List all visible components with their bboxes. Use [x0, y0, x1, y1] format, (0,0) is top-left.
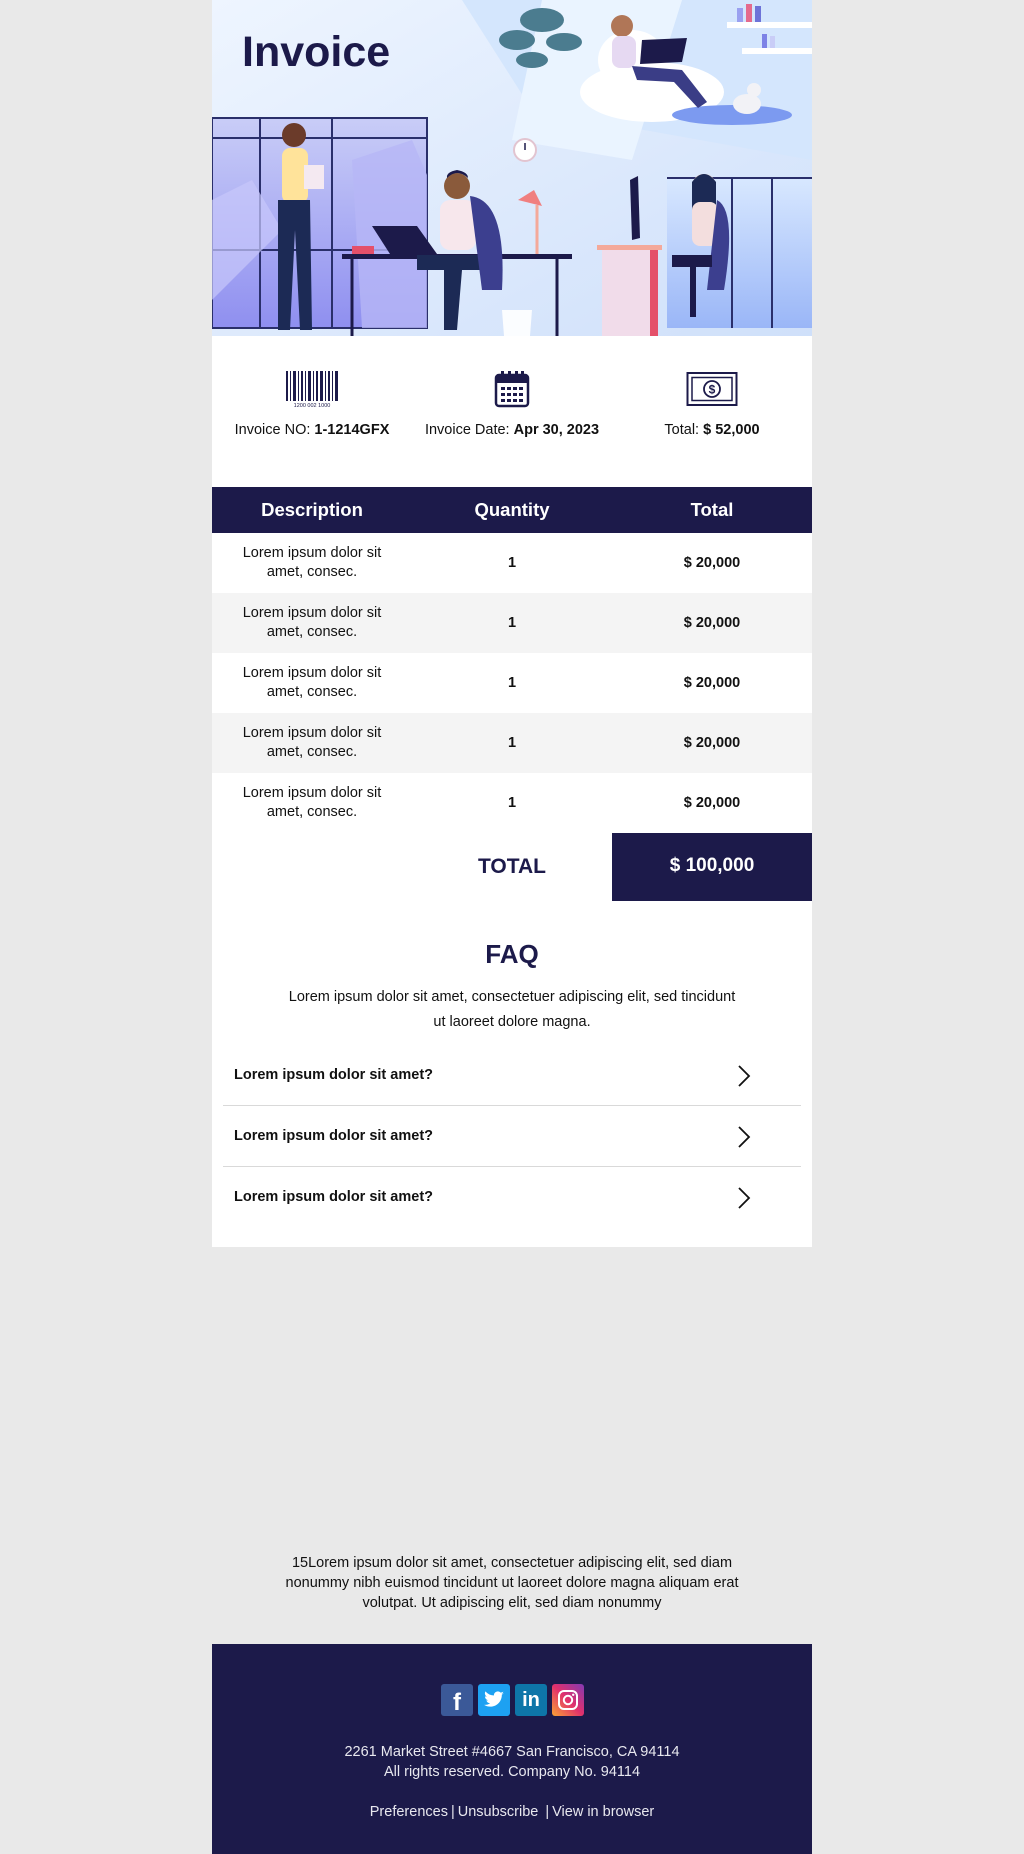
- invoice-number-block: [212, 370, 412, 438]
- row-quantity: 1: [507, 675, 517, 691]
- grand-total-label: TOTAL: [477, 855, 547, 878]
- faq-list: [223, 1045, 801, 1227]
- hero-banner: [212, 0, 812, 336]
- grand-total-value: $ 100,000: [612, 833, 812, 901]
- facebook-glyph: f: [453, 1689, 461, 1716]
- page-title: Invoice: [242, 28, 391, 76]
- faq-intro: Lorem ipsum dolor sit amet, consectetuer adipiscing elit, sed tincidunt ut laoreet dolore magna.: [288, 989, 736, 1030]
- row-quantity: 1: [507, 555, 517, 571]
- row-quantity: 1: [507, 795, 517, 811]
- address-line: 2261 Market Street #4667 San Francisco, CA 94114: [344, 1744, 680, 1760]
- column-header-total: Total: [690, 499, 734, 520]
- invoice-date-block: [412, 370, 612, 438]
- invoice-total: [612, 422, 812, 438]
- row-total: $ 20,000: [683, 735, 741, 751]
- row-total: $ 20,000: [683, 615, 741, 631]
- faq-item[interactable]: [223, 1167, 801, 1227]
- table-row: [212, 533, 812, 593]
- row-total: $ 20,000: [683, 675, 741, 691]
- row-total: $ 20,000: [683, 555, 741, 571]
- chevron-right-icon: [737, 1186, 751, 1210]
- unsubscribe-link[interactable]: Unsubscribe: [457, 1804, 539, 1820]
- faq-title: FAQ: [485, 939, 539, 969]
- invoice-summary: [212, 370, 812, 455]
- row-description: Lorem ipsum dolor sit amet, consec.: [242, 545, 382, 580]
- chevron-right-icon: [737, 1125, 751, 1149]
- table-row: [212, 593, 812, 653]
- row-description: Lorem ipsum dolor sit amet, consec.: [242, 725, 382, 760]
- barcode-icon: [285, 370, 339, 408]
- footer-links: [212, 1804, 812, 1820]
- column-header-quantity: Quantity: [474, 499, 550, 520]
- invoice-card: [212, 0, 812, 1247]
- faq-question: Lorem ipsum dolor sit amet?: [234, 1189, 433, 1205]
- faq-question: Lorem ipsum dolor sit amet?: [234, 1128, 433, 1144]
- link-separator: |: [545, 1804, 550, 1820]
- linkedin-glyph: in: [522, 1688, 540, 1711]
- faq-question: Lorem ipsum dolor sit amet?: [234, 1067, 433, 1083]
- twitter-icon[interactable]: [478, 1684, 510, 1716]
- table-body: [212, 533, 812, 833]
- link-separator: |: [450, 1804, 455, 1820]
- invoice-number-label: Invoice NO:: [234, 422, 311, 438]
- invoice-total-value: $ 52,000: [703, 422, 760, 438]
- table-row: [212, 773, 812, 833]
- invoice-total-label: Total:: [664, 422, 700, 438]
- row-quantity: 1: [507, 615, 517, 631]
- preferences-link[interactable]: Preferences: [369, 1804, 448, 1820]
- row-total: $ 20,000: [683, 795, 741, 811]
- footer-note: 15Lorem ipsum dolor sit amet, consectetuer adipiscing elit, sed diam nonummy nibh euismod tincidunt ut laoreet dolore magna aliquam erat volutpat. Ut adipiscing elit, sed diam nonummy: [285, 1555, 739, 1611]
- row-description: Lorem ipsum dolor sit amet, consec.: [242, 785, 382, 820]
- twitter-bird-icon: [483, 1691, 505, 1709]
- invoice-total-block: [612, 370, 812, 438]
- table-header: [212, 487, 812, 533]
- invoice-number: [212, 422, 412, 438]
- instagram-camera-icon: [557, 1689, 579, 1711]
- column-header-description: Description: [261, 499, 363, 520]
- invoice-date-label: Invoice Date:: [424, 422, 510, 438]
- row-description: Lorem ipsum dolor sit amet, consec.: [242, 665, 382, 700]
- rights-line: All rights reserved. Company No. 94114: [383, 1764, 641, 1780]
- chevron-right-icon: [737, 1064, 751, 1088]
- view-in-browser-link[interactable]: View in browser: [552, 1804, 655, 1820]
- footer: [212, 1644, 812, 1854]
- barcode-caption: 1200 002 1000: [293, 403, 331, 408]
- instagram-icon[interactable]: [552, 1684, 584, 1716]
- company-address: [212, 1742, 812, 1782]
- invoice-number-value: 1-1214GFX: [314, 422, 390, 438]
- table-row: [212, 713, 812, 773]
- row-quantity: 1: [507, 735, 517, 751]
- svg-text:$: $: [708, 382, 716, 397]
- linkedin-icon[interactable]: [515, 1684, 547, 1716]
- cash-icon: [686, 370, 738, 408]
- calendar-icon: [494, 370, 530, 408]
- invoice-date: [412, 422, 612, 438]
- facebook-icon[interactable]: [441, 1684, 473, 1716]
- faq-item[interactable]: [223, 1106, 801, 1167]
- row-description: Lorem ipsum dolor sit amet, consec.: [242, 605, 382, 640]
- faq-item[interactable]: [223, 1045, 801, 1106]
- table-row: [212, 653, 812, 713]
- invoice-date-value: Apr 30, 2023: [513, 422, 600, 438]
- email-container: [212, 0, 812, 1854]
